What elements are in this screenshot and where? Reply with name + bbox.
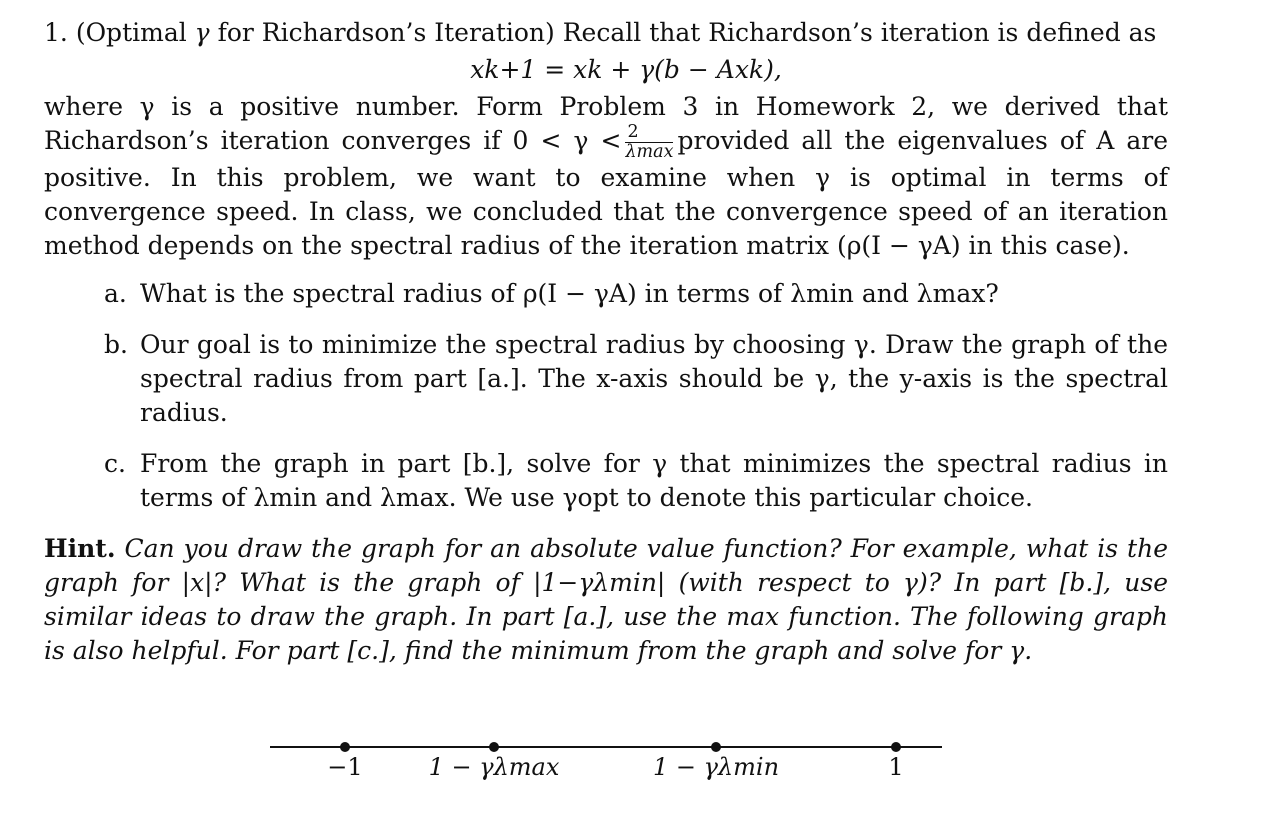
- number-line-axis: [270, 730, 942, 760]
- hint-label: Hint.: [44, 534, 116, 564]
- problem-number: 1.: [44, 18, 68, 47]
- convergence-fraction: [625, 124, 673, 161]
- fraction-numerator: 2: [625, 124, 673, 143]
- problem-page: [44, 16, 1168, 668]
- paragraph-part-1: where γ is a positive number. Form Problem 3 in Homework 2, we derived that Richardson’s iteration converges if 0 < γ <: [44, 92, 1168, 155]
- fraction-denominator: λmax: [625, 141, 674, 162]
- part-b: [104, 328, 1168, 430]
- part-a: [104, 277, 1168, 311]
- part-b-text: Our goal is to minimize the spectral radius by choosing γ. Draw the graph of the spectral radius from part [a.]. The x-axis should be γ, the y-axis is the spectral radius.: [140, 330, 1168, 428]
- part-c: [104, 447, 1168, 515]
- label-lambda-max: 1 − γλmax: [428, 753, 560, 781]
- problem-intro: [44, 16, 1168, 50]
- problem-title-rest: for Richardson’s Iteration) Recall that Richardson’s iteration is defined as: [209, 18, 1157, 47]
- problem-title-open: (Optimal: [75, 18, 195, 47]
- gamma-symbol: γ: [194, 18, 210, 47]
- label-one: 1: [888, 753, 904, 781]
- hint-text: Can you draw the graph for an absolute value function? For example, what is the graph for |x|? What is the graph of |1−γλmin| (with respect to γ)? In part [b.], use similar ideas to draw the graph. In part [a.], use the max function. The following graph is also helpful. For part [c.], find the minimum from the graph and solve for γ.: [44, 534, 1168, 666]
- part-a-text: What is the spectral radius of ρ(I − γA) in terms of λmin and λmax?: [140, 279, 999, 309]
- label-minus-one: −1: [327, 753, 363, 781]
- part-c-label: c.: [104, 449, 126, 479]
- paragraph-part-2: provided all the eigenvalues of A are positive. In this problem, we want to examine when γ is optimal in terms of convergence speed. In class, we concluded that the convergence speed of an iteration method depends on the spectral radius of the iteration matrix (ρ(I − γA) in this case).: [44, 126, 1168, 261]
- hint-paragraph: [44, 532, 1168, 668]
- part-b-label: b.: [104, 330, 128, 360]
- question-parts: [104, 277, 1168, 515]
- label-lambda-min: 1 − γλmin: [652, 753, 780, 781]
- problem-paragraph: [44, 90, 1168, 263]
- richardson-equation: xk+1 = xk + γ(b − Axk),: [470, 55, 782, 84]
- part-c-text: From the graph in part [b.], solve for γ that minimizes the spectral radius in terms of λmin and λmax. We use γopt to denote this particular choice.: [140, 449, 1168, 513]
- part-a-label: a.: [104, 279, 127, 309]
- number-line: [270, 730, 942, 800]
